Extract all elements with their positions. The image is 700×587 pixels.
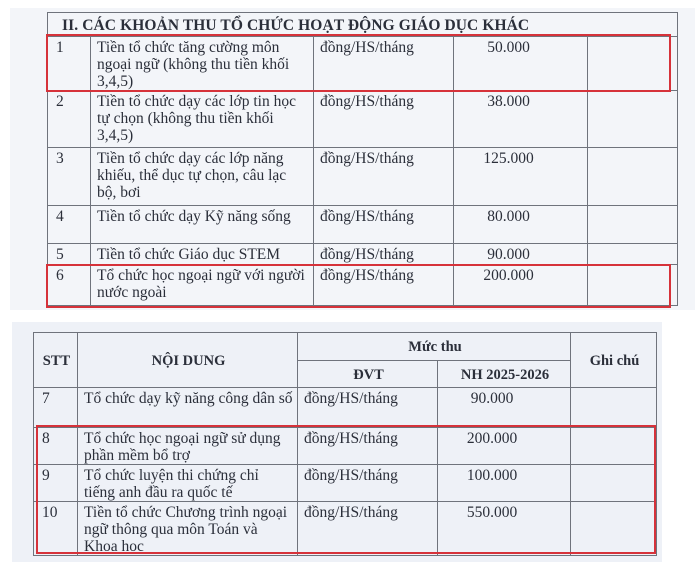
row-content: Tổ chức luyện thi chứng chỉ tiếng anh đầu ra quốc tế [78,465,298,502]
row-unit: đồng/HS/tháng [298,502,438,556]
row-content: Tiền tổ chức dạy Kỹ năng sống [91,206,314,244]
header-fee-group: Mức thu [298,333,571,361]
row-unit: đồng/HS/tháng [314,265,454,306]
row-amount: 125.000 [454,148,588,206]
table-row [34,428,657,465]
row-unit: đồng/HS/tháng [314,148,454,206]
row-stt: 8 [34,428,78,465]
row-stt: 5 [48,244,91,265]
row-amount: 38.000 [454,91,588,148]
table-row [48,244,678,265]
row-content: Tiền tổ chức tăng cường môn ngoại ngữ (không thu tiền khối 3,4,5) [91,37,314,91]
row-content: Tiền tổ chức dạy các lớp tin học tự chọn (không thu tiền khối 3,4,5) [91,91,314,148]
table-row [48,265,678,306]
table-row [34,465,657,502]
row-amount: 90.000 [438,388,571,428]
row-note [588,148,678,206]
row-unit: đồng/HS/tháng [314,206,454,244]
section-title: II. CÁC KHOẢN THU TỔ CHỨC HOẠT ĐỘNG GIÁO DỤC KHÁC [48,13,678,37]
row-note [588,265,678,306]
row-content: Tiền tổ chức Chương trình ngoại ngữ thông qua môn Toán và Khoa học [78,502,298,556]
row-content: Tổ chức dạy kỹ năng công dân số [78,388,298,428]
row-note [571,388,657,428]
header-year: NH 2025-2026 [438,361,571,388]
row-unit: đồng/HS/tháng [314,37,454,91]
table-row [34,502,657,556]
row-stt: 6 [48,265,91,306]
row-stt: 4 [48,206,91,244]
row-note [588,244,678,265]
row-stt: 9 [34,465,78,502]
header-row [34,333,657,361]
row-stt: 3 [48,148,91,206]
fees-table-section-ii [47,12,678,306]
row-note [588,37,678,91]
row-unit: đồng/HS/tháng [298,428,438,465]
header-content: NỘI DUNG [78,333,298,388]
row-amount: 200.000 [438,428,571,465]
row-note [588,206,678,244]
table-row [34,388,657,428]
row-amount: 80.000 [454,206,588,244]
row-amount: 200.000 [454,265,588,306]
row-content: Tổ chức học ngoại ngữ với người nước ngoài [91,265,314,306]
table-row [48,148,678,206]
row-amount: 100.000 [438,465,571,502]
fees-table-continued [33,332,657,556]
row-unit: đồng/HS/tháng [314,244,454,265]
row-note [571,428,657,465]
header-note: Ghi chú [571,333,657,388]
row-unit: đồng/HS/tháng [314,91,454,148]
row-stt: 7 [34,388,78,428]
row-amount: 550.000 [438,502,571,556]
row-note [588,91,678,148]
row-unit: đồng/HS/tháng [298,465,438,502]
header-unit: ĐVT [298,361,438,388]
row-content: Tiền tổ chức dạy các lớp năng khiếu, thể dục tự chọn, câu lạc bộ, bơi [91,148,314,206]
row-unit: đồng/HS/tháng [298,388,438,428]
row-content: Tổ chức học ngoại ngữ sử dụng phần mềm bổ trợ [78,428,298,465]
row-stt: 1 [48,37,91,91]
section-header-row [48,13,678,37]
row-note [571,465,657,502]
table-row [48,91,678,148]
table-row [48,206,678,244]
row-amount: 90.000 [454,244,588,265]
row-stt: 2 [48,91,91,148]
row-amount: 50.000 [454,37,588,91]
table-row [48,37,678,91]
row-note [571,502,657,556]
header-stt: STT [34,333,78,388]
row-content: Tiền tổ chức Giáo dục STEM [91,244,314,265]
row-stt: 10 [34,502,78,556]
